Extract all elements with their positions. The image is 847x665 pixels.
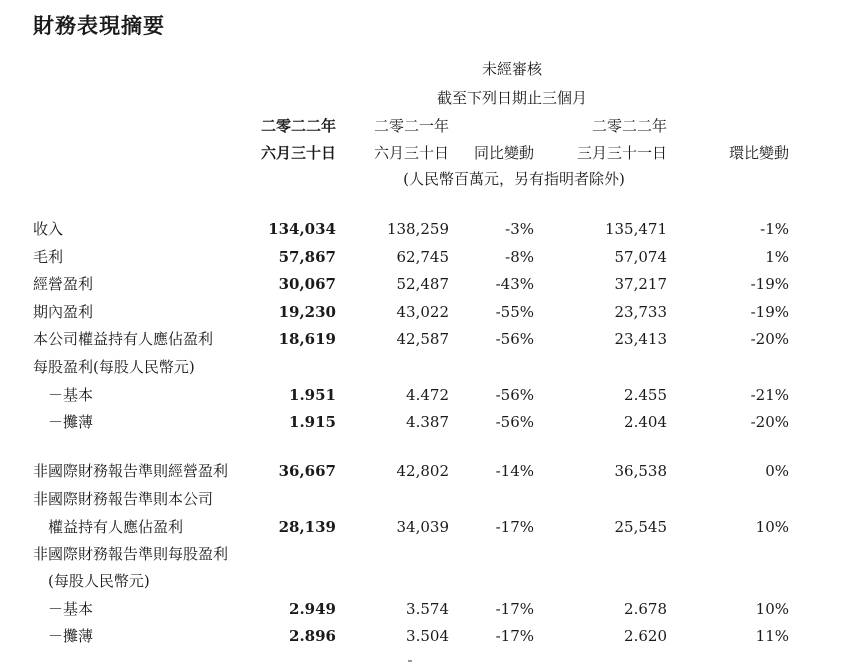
cell-q2-2022: 57,867 bbox=[278, 248, 336, 266]
col3-header: 同比變動 bbox=[473, 144, 534, 162]
row-label: 非國際財務報告準則經營盈利 bbox=[33, 462, 229, 480]
cell-qoq-change: -20% bbox=[750, 330, 789, 348]
table-row bbox=[0, 486, 847, 512]
cell-q2-2021: 62,745 bbox=[396, 248, 449, 266]
row-label: 非國際財務報告準則本公司 bbox=[33, 490, 214, 508]
cell-qoq-change: -19% bbox=[750, 275, 789, 293]
cell-q2-2022: 30,067 bbox=[278, 275, 336, 293]
cell-q1-2022: 25,545 bbox=[614, 518, 667, 536]
col1-header-year: 二零二二年 bbox=[260, 117, 336, 135]
page-mark bbox=[408, 660, 412, 662]
cell-q1-2022: 57,074 bbox=[614, 248, 667, 266]
cell-q1-2022: 2.404 bbox=[624, 413, 667, 431]
cell-yoy-change: -17% bbox=[495, 600, 534, 618]
row-label: －基本 bbox=[48, 600, 94, 618]
cell-qoq-change: 10% bbox=[755, 518, 789, 536]
cell-q1-2022: 37,217 bbox=[614, 275, 667, 293]
cell-q1-2022: 2.678 bbox=[624, 600, 667, 618]
cell-yoy-change: -8% bbox=[505, 248, 534, 266]
row-label: 期內盈利 bbox=[33, 303, 94, 321]
cell-qoq-change: -21% bbox=[750, 386, 789, 404]
cell-q2-2022: 2.949 bbox=[289, 600, 336, 618]
cell-q2-2021: 52,487 bbox=[396, 275, 449, 293]
row-label: (每股人民幣元) bbox=[48, 572, 150, 590]
col4-header-date: 三月三十一日 bbox=[576, 144, 667, 162]
table-row bbox=[0, 299, 847, 325]
col2-header-year: 二零二一年 bbox=[373, 117, 449, 135]
table-row bbox=[0, 271, 847, 297]
table-row bbox=[0, 514, 847, 540]
col5-header: 環比變動 bbox=[728, 144, 789, 162]
cell-q2-2021: 3.504 bbox=[406, 627, 449, 645]
table-row bbox=[0, 568, 847, 594]
cell-yoy-change: -14% bbox=[495, 462, 534, 480]
table-row bbox=[0, 458, 847, 484]
cell-q2-2021: 42,587 bbox=[396, 330, 449, 348]
cell-q2-2022: 28,139 bbox=[278, 518, 336, 536]
row-label: 毛利 bbox=[33, 248, 64, 266]
cell-q1-2022: 2.620 bbox=[624, 627, 667, 645]
cell-q2-2021: 4.472 bbox=[406, 386, 449, 404]
cell-qoq-change: 1% bbox=[765, 248, 789, 266]
cell-yoy-change: -55% bbox=[495, 303, 534, 321]
table-row bbox=[0, 326, 847, 352]
table-row bbox=[0, 216, 847, 242]
cell-q2-2021: 43,022 bbox=[396, 303, 449, 321]
unit-note: (人民幣百萬元，另有指明者除外) bbox=[403, 170, 625, 188]
table-row bbox=[0, 382, 847, 408]
cell-q1-2022: 23,413 bbox=[614, 330, 667, 348]
cell-q2-2021: 138,259 bbox=[386, 220, 449, 238]
cell-q2-2022: 19,230 bbox=[278, 303, 336, 321]
row-label: 每股盈利(每股人民幣元) bbox=[33, 358, 195, 376]
cell-q2-2021: 3.574 bbox=[406, 600, 449, 618]
cell-qoq-change: 10% bbox=[755, 600, 789, 618]
cell-q2-2021: 4.387 bbox=[406, 413, 449, 431]
cell-qoq-change: 0% bbox=[765, 462, 789, 480]
col2-header-date: 六月三十日 bbox=[373, 144, 449, 162]
cell-yoy-change: -56% bbox=[495, 330, 534, 348]
period-label: 截至下列日期止三個月 bbox=[436, 89, 588, 107]
table-row bbox=[0, 354, 847, 380]
cell-q1-2022: 2.455 bbox=[624, 386, 667, 404]
cell-q2-2022: 1.951 bbox=[289, 386, 336, 404]
row-label: 權益持有人應佔盈利 bbox=[48, 518, 184, 536]
cell-q1-2022: 23,733 bbox=[614, 303, 667, 321]
cell-q1-2022: 135,471 bbox=[604, 220, 667, 238]
unaudited-label: 未經審核 bbox=[481, 60, 543, 78]
cell-yoy-change: -17% bbox=[495, 518, 534, 536]
row-label: 經營盈利 bbox=[33, 275, 94, 293]
table-row bbox=[0, 623, 847, 649]
cell-qoq-change: -19% bbox=[750, 303, 789, 321]
table-row bbox=[0, 409, 847, 435]
cell-q2-2022: 36,667 bbox=[278, 462, 336, 480]
cell-yoy-change: -56% bbox=[495, 386, 534, 404]
page-title: 財務表現摘要 bbox=[33, 14, 165, 38]
row-label: －攤薄 bbox=[48, 413, 94, 431]
row-label: －基本 bbox=[48, 386, 94, 404]
cell-yoy-change: -17% bbox=[495, 627, 534, 645]
cell-yoy-change: -56% bbox=[495, 413, 534, 431]
table-row bbox=[0, 596, 847, 622]
cell-q2-2022: 134,034 bbox=[268, 220, 336, 238]
cell-q1-2022: 36,538 bbox=[614, 462, 667, 480]
cell-q2-2022: 2.896 bbox=[289, 627, 336, 645]
cell-q2-2022: 18,619 bbox=[278, 330, 336, 348]
cell-qoq-change: 11% bbox=[755, 627, 789, 645]
cell-qoq-change: -20% bbox=[750, 413, 789, 431]
table-row bbox=[0, 244, 847, 270]
cell-q2-2022: 1.915 bbox=[289, 413, 336, 431]
col4-header-year: 二零二二年 bbox=[591, 117, 667, 135]
row-label: －攤薄 bbox=[48, 627, 94, 645]
cell-yoy-change: -43% bbox=[495, 275, 534, 293]
cell-q2-2021: 34,039 bbox=[396, 518, 449, 536]
row-label: 收入 bbox=[33, 220, 64, 238]
col1-header-date: 六月三十日 bbox=[260, 144, 336, 162]
row-label: 本公司權益持有人應佔盈利 bbox=[33, 330, 214, 348]
row-label: 非國際財務報告準則每股盈利 bbox=[33, 545, 229, 563]
cell-qoq-change: -1% bbox=[760, 220, 789, 238]
cell-q2-2021: 42,802 bbox=[396, 462, 449, 480]
cell-yoy-change: -3% bbox=[505, 220, 534, 238]
table-row bbox=[0, 541, 847, 567]
